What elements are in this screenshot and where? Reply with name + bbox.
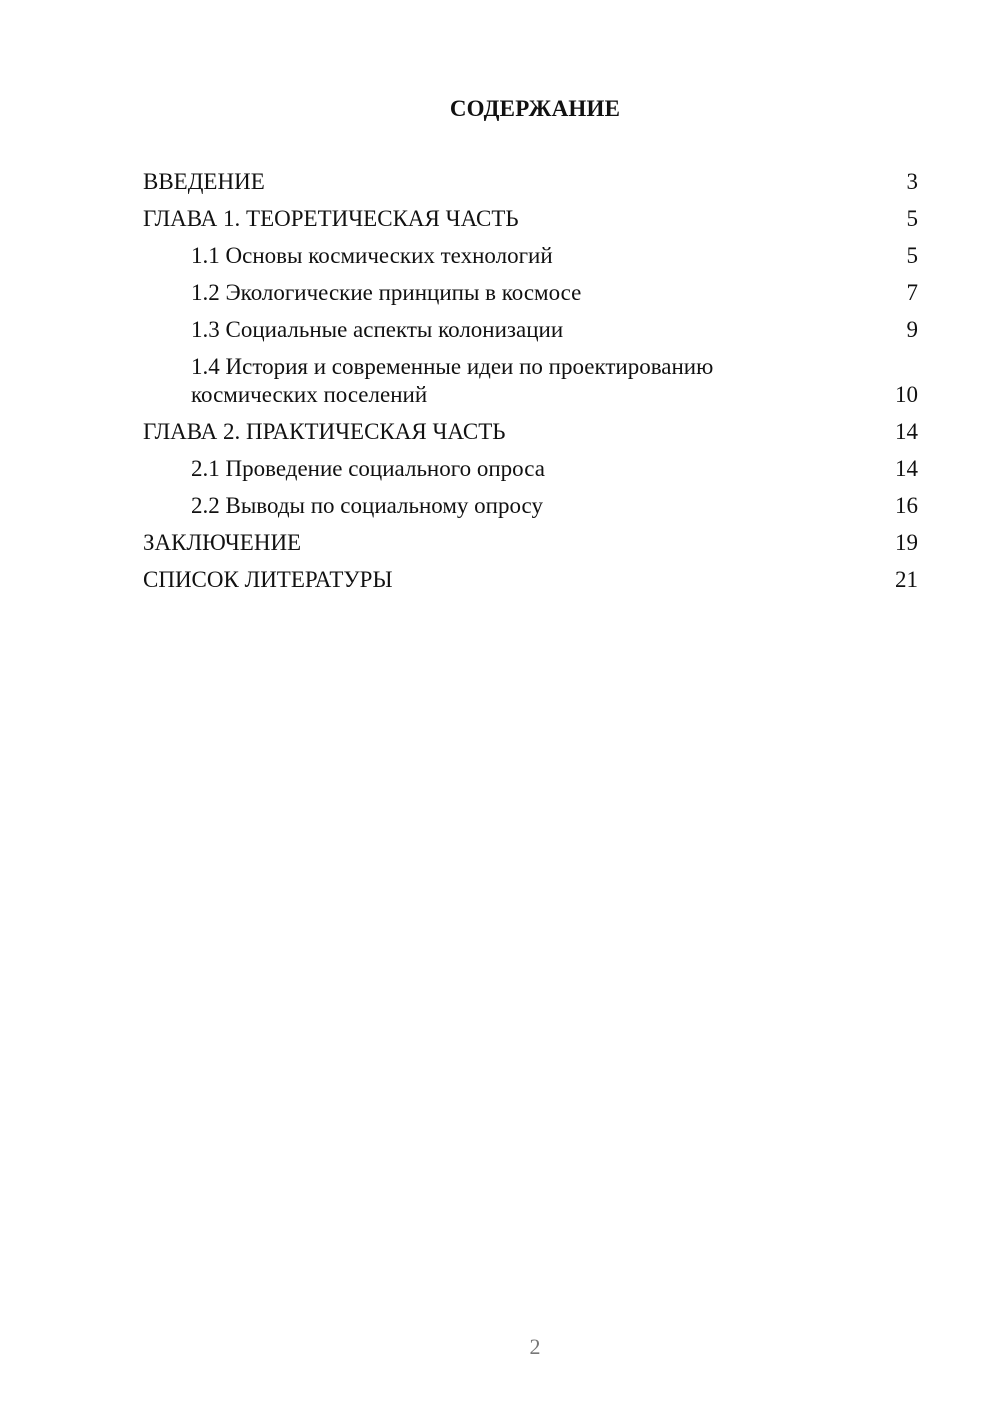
toc-entry-conclusion[interactable] — [143, 529, 918, 557]
toc-entry-text: 1.1 Основы космических технологий — [191, 243, 553, 268]
toc-entry-page-number: 5 — [906, 206, 918, 231]
toc-entry-text: ГЛАВА 2. ПРАКТИЧЕСКАЯ ЧАСТЬ — [143, 419, 506, 444]
toc-entry-text: 2.2 Выводы по социальному опросу — [191, 493, 543, 518]
toc-entry-text: 1.2 Экологические принципы в космосе — [191, 280, 582, 305]
toc-entry-section-1-4[interactable] — [143, 353, 918, 409]
toc-entry-section-1-2[interactable] — [143, 279, 918, 307]
toc-entry-text: 1.4 История и современные идеи по проектированию космических поселений — [191, 354, 714, 407]
toc-entry-page-number: 21 — [895, 567, 918, 592]
toc-entry-section-2-2[interactable] — [143, 492, 918, 520]
toc-entry-references[interactable] — [143, 566, 918, 594]
toc-entry-text: ВВЕДЕНИЕ — [143, 169, 265, 194]
toc-entry-page-number: 19 — [895, 530, 918, 555]
toc-entry-page-number: 9 — [906, 317, 918, 342]
toc-entry-text: СПИСОК ЛИТЕРАТУРЫ — [143, 567, 393, 592]
toc-entry-page-number: 5 — [906, 243, 918, 268]
toc-entry-text: ЗАКЛЮЧЕНИЕ — [143, 530, 302, 555]
table-of-contents — [143, 168, 918, 603]
toc-entry-page-number: 14 — [895, 456, 918, 481]
toc-entry-page-number: 10 — [895, 382, 918, 407]
toc-entry-chapter-2[interactable] — [143, 418, 918, 446]
toc-entry-text: 2.1 Проведение социального опроса — [191, 456, 545, 481]
page-number: 2 — [529, 1334, 541, 1359]
toc-entry-section-1-3[interactable] — [143, 316, 918, 344]
page-title: СОДЕРЖАНИЕ — [449, 96, 621, 121]
toc-entry-text: 1.3 Социальные аспекты колонизации — [191, 317, 564, 342]
toc-entry-page-number: 14 — [895, 419, 918, 444]
toc-entry-page-number: 16 — [895, 493, 918, 518]
toc-entry-section-1-1[interactable] — [143, 242, 918, 270]
toc-entry-introduction[interactable] — [143, 168, 918, 196]
toc-entry-text: ГЛАВА 1. ТЕОРЕТИЧЕСКАЯ ЧАСТЬ — [143, 206, 519, 231]
toc-entry-section-2-1[interactable] — [143, 455, 918, 483]
toc-entry-page-number: 7 — [906, 280, 918, 305]
toc-entry-page-number: 3 — [906, 169, 918, 194]
toc-entry-chapter-1[interactable] — [143, 205, 918, 233]
